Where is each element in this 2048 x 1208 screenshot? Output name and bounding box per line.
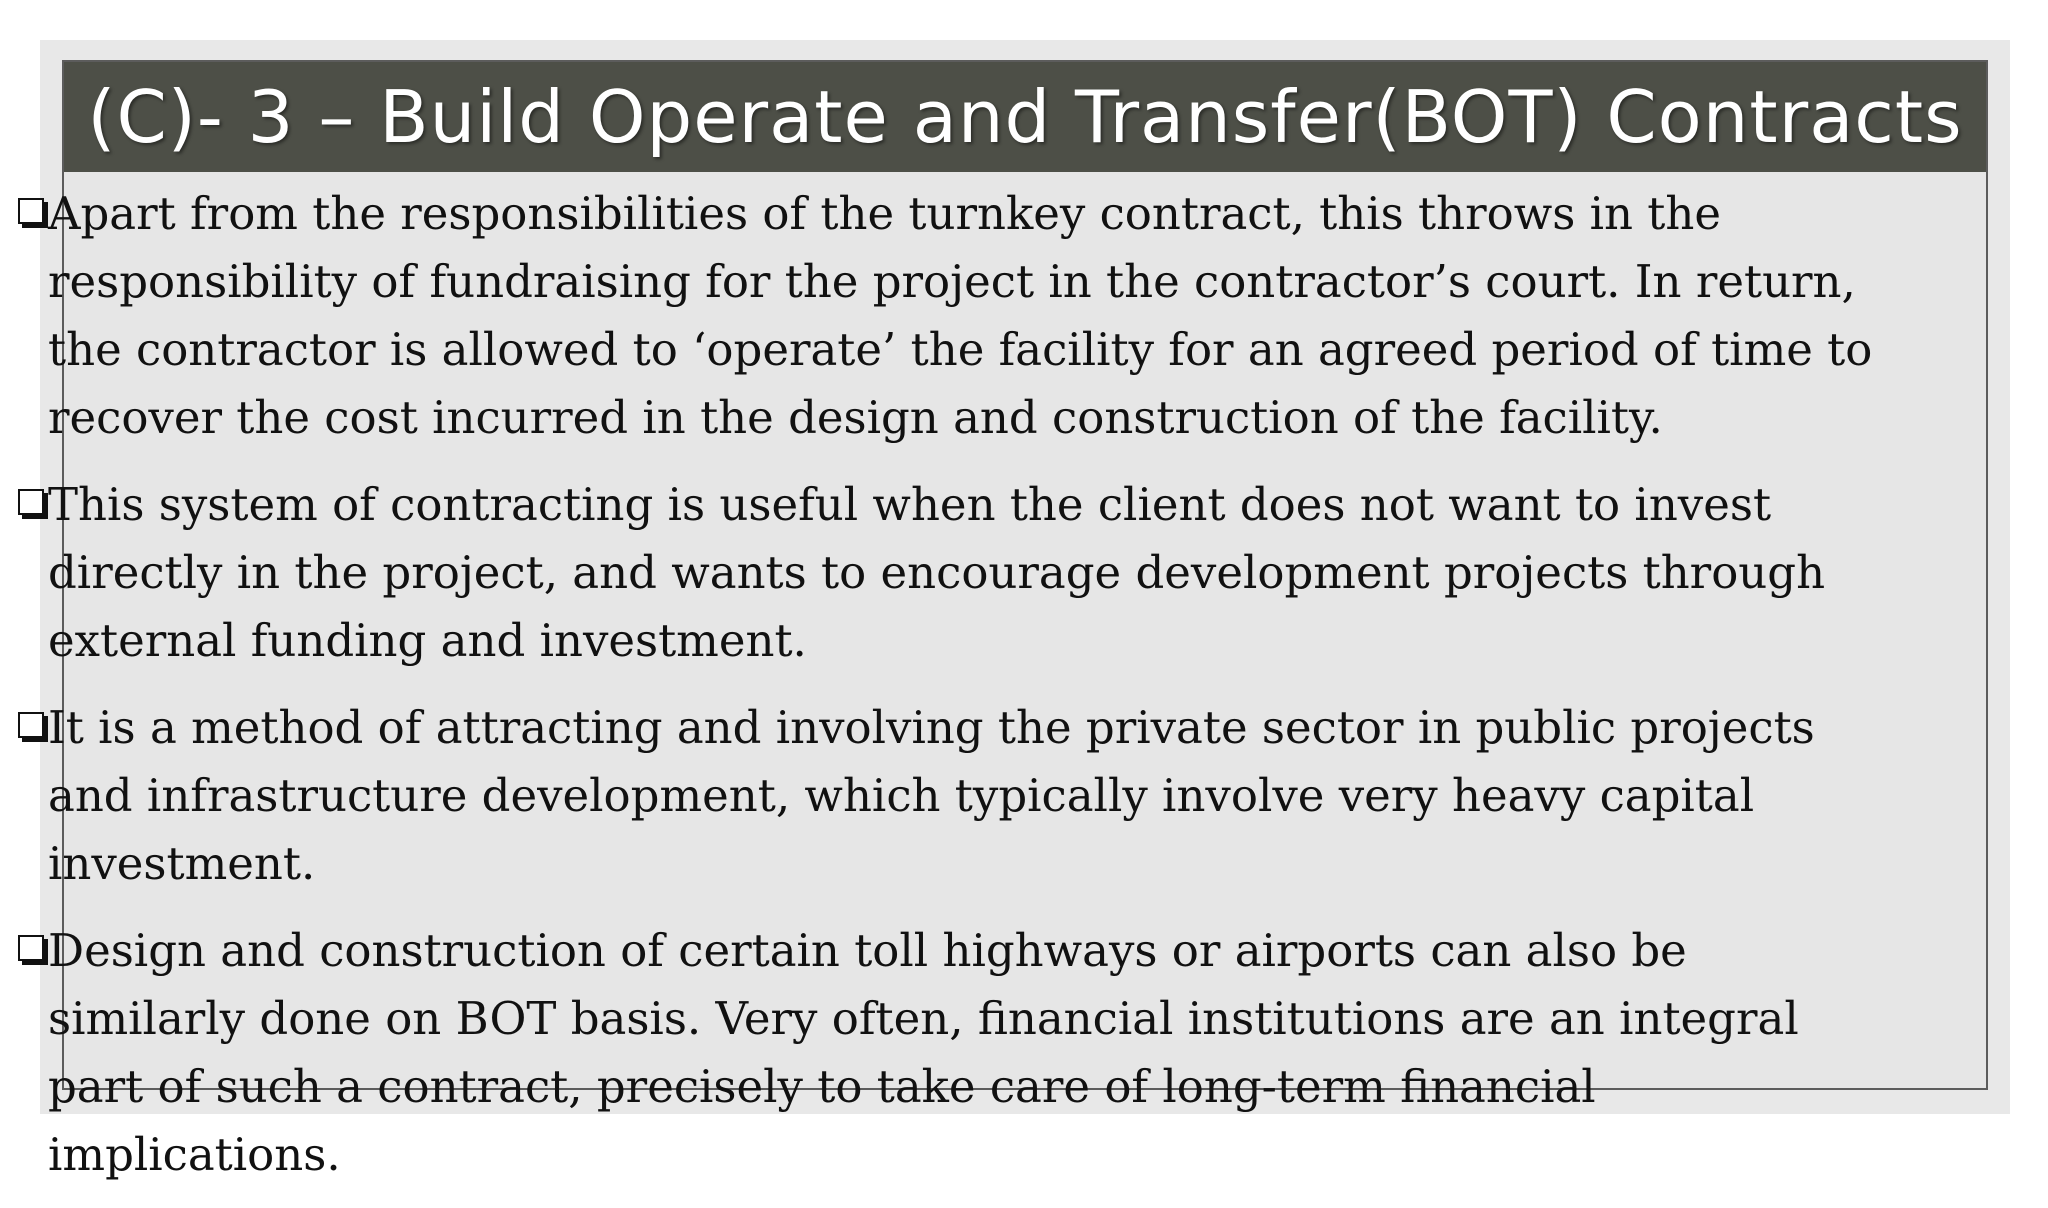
bullet-item [18, 180, 1898, 452]
bullet-text: It is a method of attracting and involving the private sector in public projects and infrastructure development, which typically involve very heavy capital investment. [48, 701, 1815, 890]
slide-title: (C)- 3 – Build Operate and Transfer(BOT) Contracts [87, 75, 1963, 159]
bullet-item [18, 917, 1898, 1189]
bullet-text: This system of contracting is useful when the client does not want to invest directly in the project, and wants to encourage development projects through external funding and investment. [48, 478, 1826, 667]
title-bar [64, 62, 1986, 172]
hollow-square-bullet-icon [18, 712, 44, 738]
hollow-square-bullet-icon [18, 935, 44, 961]
bullet-text: Apart from the responsibilities of the turnkey contract, this throws in the responsibility of fundraising for the project in the contractor’s court. In return, the contractor is allowed to ‘operate’ the facility for an agreed period of time to recover the cost incurred in the design and construction of the facility. [48, 187, 1873, 444]
bullet-text: Design and construction of certain toll highways or airports can also be similarly done on BOT basis. Very often, financial institutions are an integral part of such a contract, precisely to take care of long-term financial implications. [48, 924, 1799, 1181]
bullet-item [18, 471, 1898, 675]
bullet-list [18, 180, 1898, 1208]
bullet-item [18, 694, 1898, 898]
hollow-square-bullet-icon [18, 198, 44, 224]
hollow-square-bullet-icon [18, 489, 44, 515]
